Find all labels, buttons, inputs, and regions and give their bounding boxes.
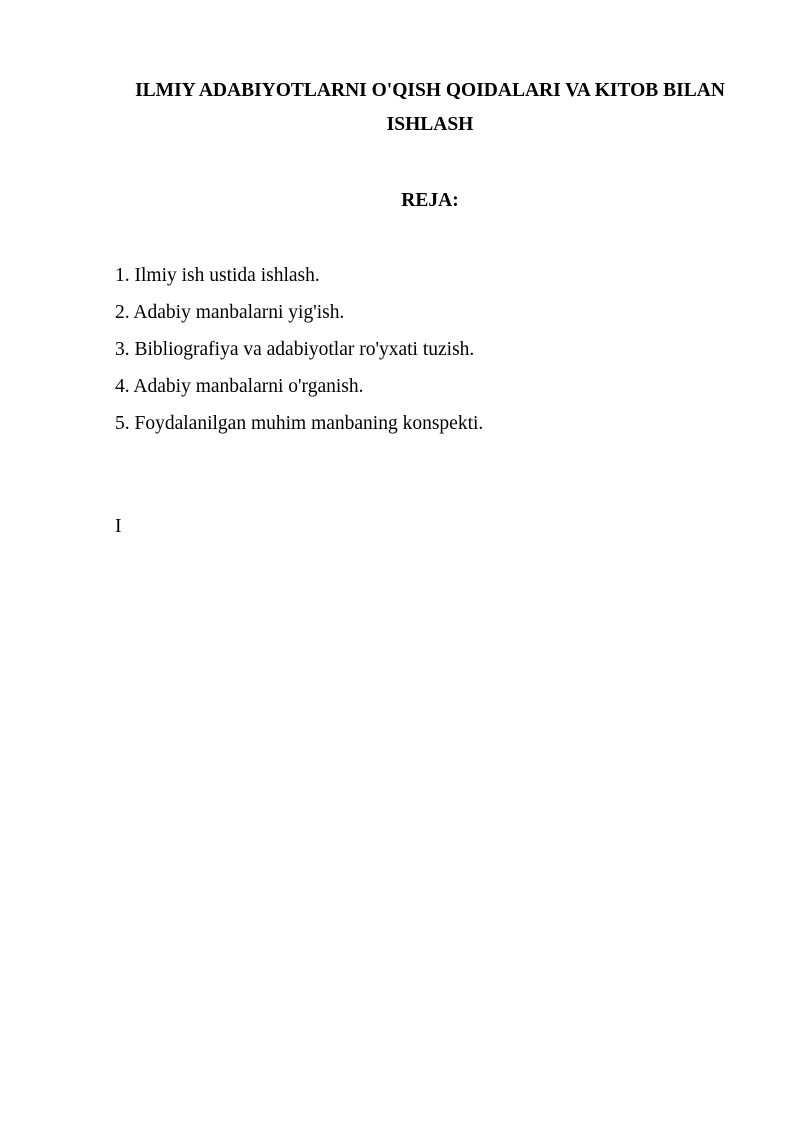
plan-item-5: 5. Foydalanilgan muhim manbaning konspekti.: [115, 413, 484, 434]
plan-item-1: 1. Ilmiy ish ustida ishlash.: [115, 265, 320, 286]
plan-item-2: 2. Adabiy manbalarni yig'ish.: [115, 302, 345, 323]
document-title: ILMIY ADABIYOTLARNI O'QISH QOIDALARI VA KITOB BILAN ISHLASH: [135, 80, 725, 135]
trailing-text: I: [115, 516, 122, 537]
plan-heading: REJA:: [401, 190, 459, 211]
plan-item-4: 4. Adabiy manbalarni o'rganish.: [115, 376, 364, 397]
plan-item-3: 3. Bibliografiya va adabiyotlar ro'yxati tuzish.: [115, 339, 475, 360]
plan-list: [115, 257, 745, 442]
